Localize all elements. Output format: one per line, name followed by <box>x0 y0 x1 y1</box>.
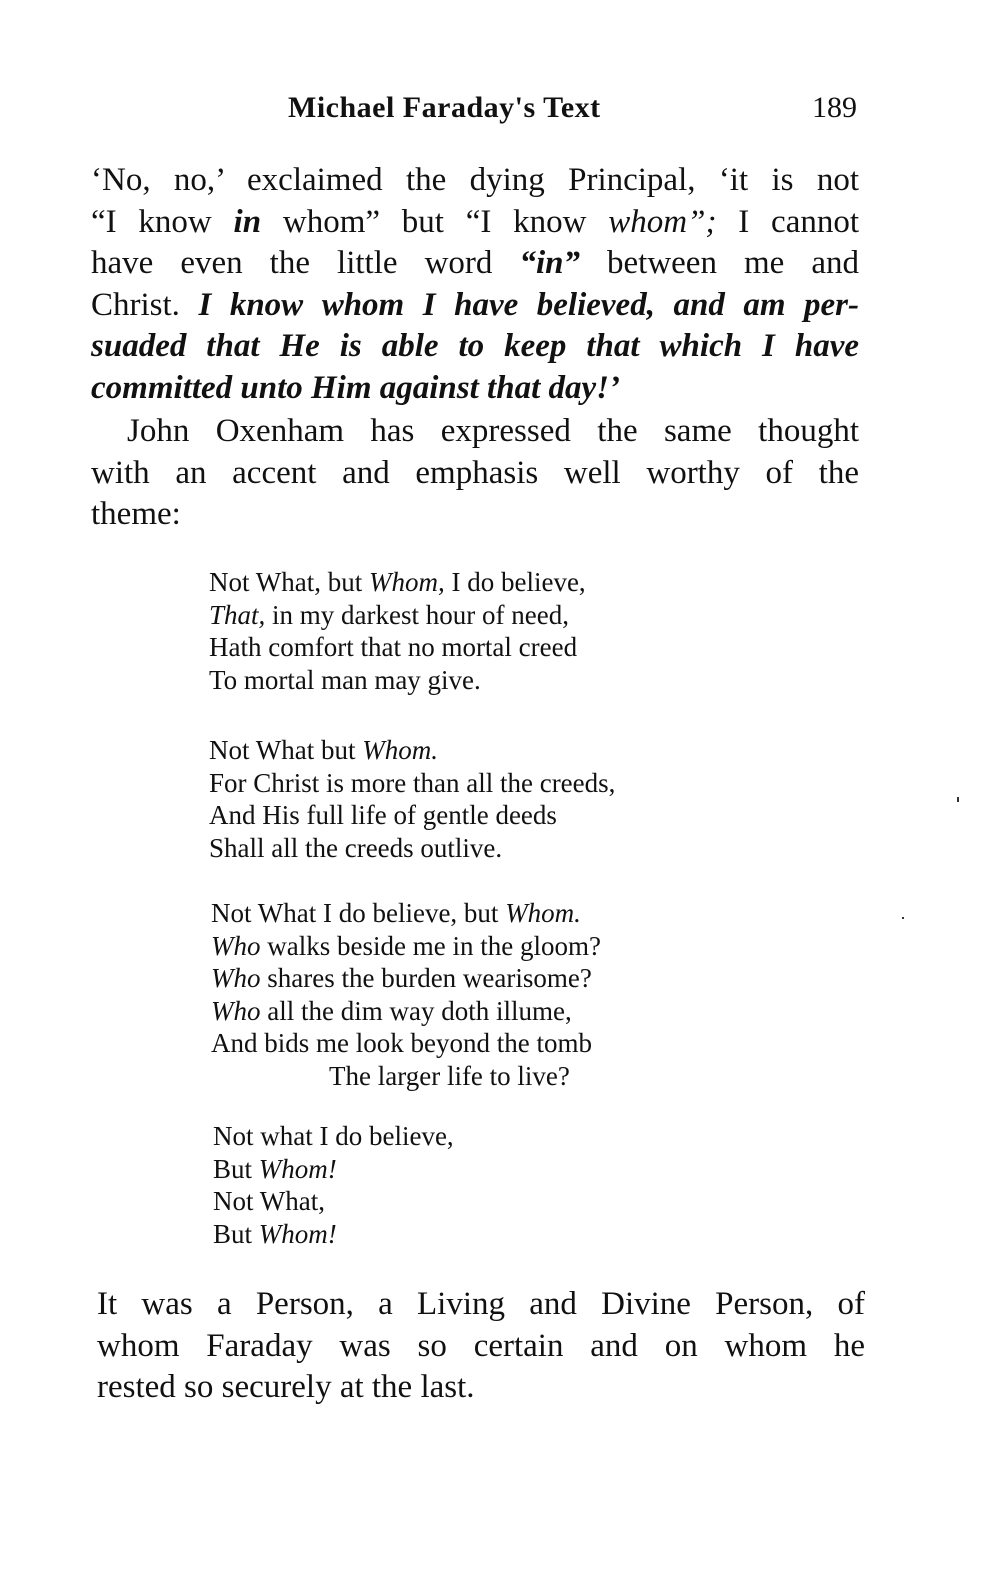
verse-line-indented <box>211 1060 771 1093</box>
text-run: For Christ is more than all the creeds, <box>209 767 616 798</box>
text-run: between me and <box>579 245 860 281</box>
text-run: The larger life to live? <box>329 1060 570 1091</box>
emphasis-whom: Whom! <box>258 1153 337 1184</box>
emphasis-whom: Whom. <box>505 898 581 928</box>
scripture-quote: committed unto Him against that day!’ <box>91 369 620 406</box>
emphasis-in: in <box>233 203 262 240</box>
emphasis-who: Who <box>211 963 261 993</box>
text-line <box>91 326 859 368</box>
text-line <box>91 411 859 453</box>
text-run: I cannot <box>716 203 860 240</box>
text-line <box>97 1284 865 1326</box>
verse-line <box>213 1120 773 1153</box>
poem-stanza-2 <box>209 734 769 864</box>
text-run: in my darkest hour of need, <box>265 599 569 630</box>
verse-line <box>211 995 771 1028</box>
text-run: Shall all the creeds outlive. <box>209 832 503 863</box>
verse-line <box>209 734 769 767</box>
verse-line <box>211 897 771 930</box>
text-run: shares the burden wearisome? <box>260 963 592 993</box>
text-run: have even the little word <box>91 245 520 281</box>
text-run: Not What, but <box>209 567 369 597</box>
verse-line <box>209 664 769 697</box>
verse-line <box>211 1027 771 1060</box>
text-run: “I know <box>91 203 234 240</box>
text-line <box>97 1367 865 1409</box>
text-run: Not What, <box>213 1186 325 1216</box>
text-run: Not What I do believe, but <box>211 898 506 928</box>
poem-stanza-3 <box>211 897 771 1092</box>
text-run: all the dim way doth illume, <box>260 995 572 1026</box>
verse-line <box>209 767 769 800</box>
text-run: I do believe, <box>444 567 586 597</box>
scan-speck <box>957 797 959 802</box>
text-run: whom Faraday was so certain and on whom he <box>97 1327 865 1364</box>
text-line <box>91 202 859 244</box>
text-line <box>91 160 859 202</box>
verse-line <box>213 1218 773 1251</box>
text-run: Hath comfort that no mortal creed <box>209 632 578 662</box>
poem-stanza-4 <box>213 1120 773 1250</box>
text-run: with an accent and emphasis well worthy of the <box>91 454 859 491</box>
scripture-quote: I know whom I have believed, and am per- <box>198 286 859 323</box>
emphasis-who: Who <box>211 995 261 1026</box>
text-line <box>97 1326 865 1368</box>
verse-line <box>211 930 771 963</box>
emphasis-whom: Whom. <box>362 735 438 765</box>
text-run: Not what I do believe, <box>213 1121 454 1151</box>
text-run: Not What but <box>209 735 363 765</box>
text-run: To mortal man may give. <box>209 664 481 695</box>
emphasis-whom: whom”; <box>608 203 717 240</box>
verse-line <box>211 962 771 995</box>
text-run: theme: <box>91 496 181 532</box>
text-run: John Oxenham has expressed the same thought <box>127 413 859 449</box>
scan-speck <box>902 917 904 919</box>
verse-line <box>209 832 769 865</box>
paragraph-oxenham-intro <box>91 411 859 536</box>
verse-line <box>213 1153 773 1186</box>
running-title: Michael Faraday's Text <box>288 91 601 124</box>
text-run: whom” but “I know <box>261 203 609 240</box>
text-run: walks beside me in the gloom? <box>260 930 601 961</box>
emphasis-in-quoted: “in” <box>519 245 580 281</box>
text-run: And His full life of gentle deeds <box>209 800 557 830</box>
text-run: And bids me look beyond the tomb <box>211 1028 592 1058</box>
emphasis-who: Who <box>211 930 261 961</box>
text-run: rested so securely at the last. <box>97 1369 475 1405</box>
text-line <box>91 368 859 410</box>
emphasis-whom: Whom! <box>258 1218 337 1249</box>
emphasis-whom: Whom, <box>368 567 445 597</box>
text-run: Christ. <box>91 286 199 323</box>
verse-line <box>209 566 769 599</box>
page-number: 189 <box>812 91 857 124</box>
paragraph-principal-quote <box>91 160 859 409</box>
text-run: But <box>213 1153 259 1184</box>
poem-stanza-1 <box>209 566 769 696</box>
verse-line <box>209 599 769 632</box>
text-line <box>91 243 859 285</box>
text-line <box>91 494 859 536</box>
verse-line <box>209 631 769 664</box>
text-line <box>91 285 859 327</box>
text-run: But <box>213 1218 259 1249</box>
emphasis-that: That, <box>209 599 266 630</box>
scripture-quote: suaded that He is able to keep that which I have <box>91 328 859 364</box>
text-line <box>91 453 859 495</box>
paragraph-conclusion <box>97 1284 865 1409</box>
verse-line <box>213 1185 773 1218</box>
verse-line <box>209 799 769 832</box>
text-run: It was a Person, a Living and Divine Person, of <box>97 1286 865 1322</box>
text-run: ‘No, no,’ exclaimed the dying Principal, ‘it is not <box>91 162 859 198</box>
